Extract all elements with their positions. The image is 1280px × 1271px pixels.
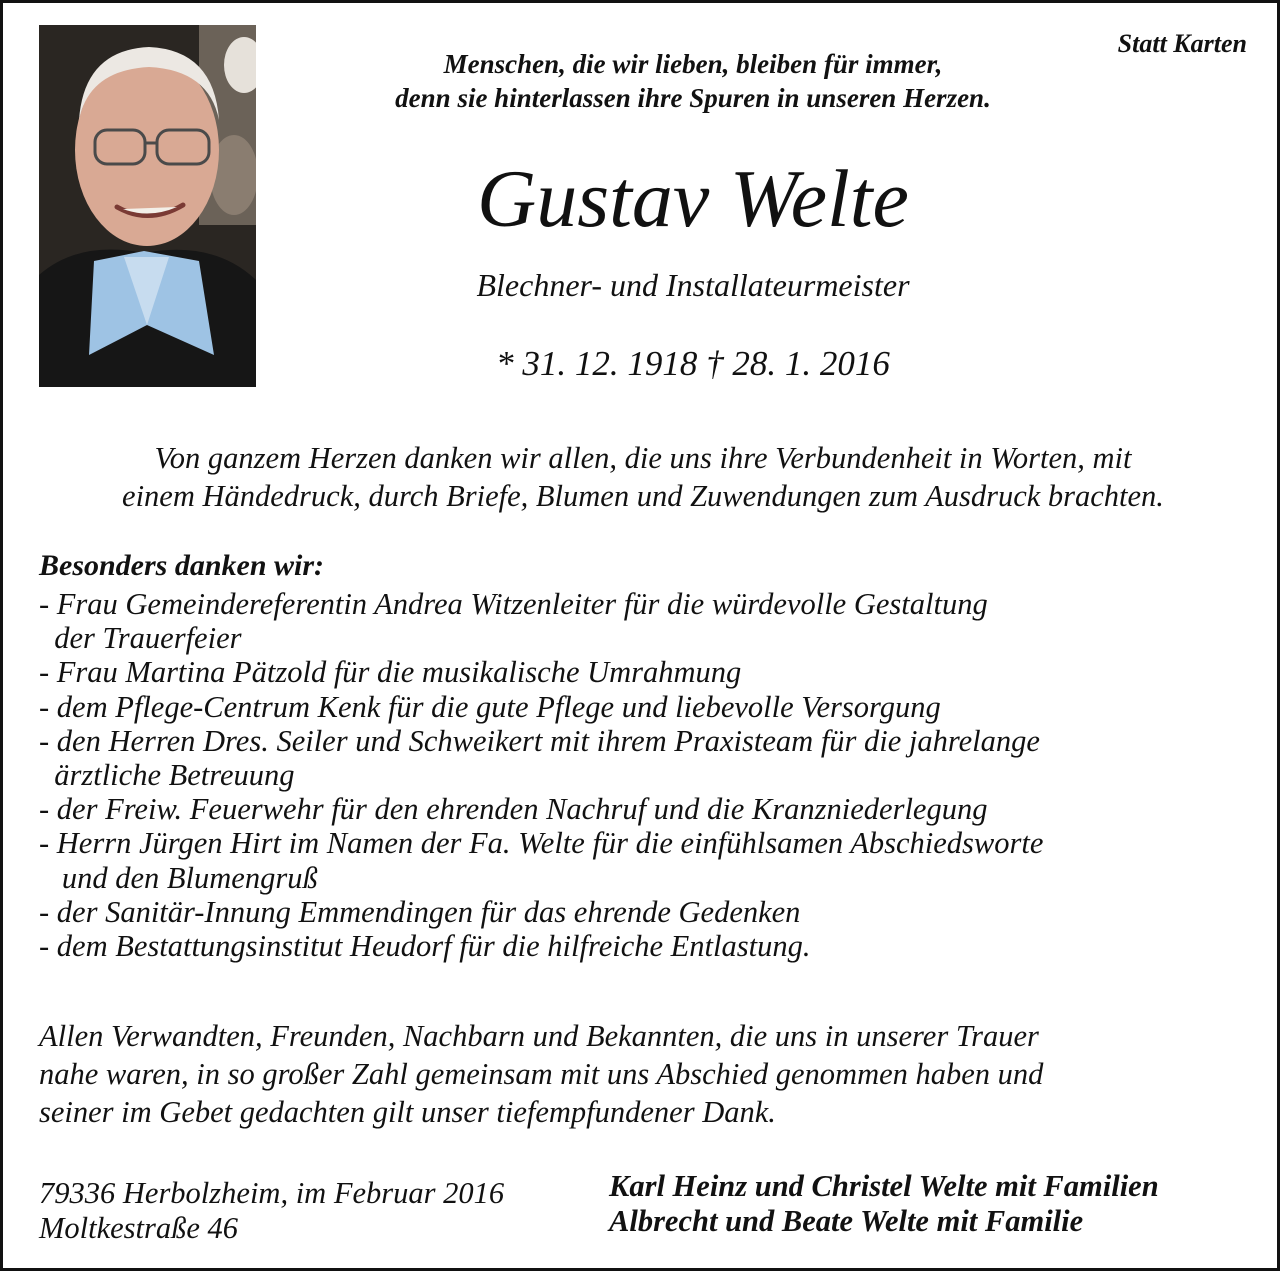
closing-line: Allen Verwandten, Freunden, Nachbarn und Bekannten, die uns in unserer Trauer <box>39 1019 1039 1053</box>
motto-line: denn sie hinterlassen ihre Spuren in unseren Herzen. <box>395 83 991 113</box>
thanks-line: Von ganzem Herzen danken wir allen, die uns ihre Verbundenheit in Worten, mit <box>154 441 1132 475</box>
portrait-image <box>39 25 256 387</box>
closing-line: nahe waren, in so großer Zahl gemeinsam mit uns Abschied genommen haben und <box>39 1057 1044 1091</box>
motto-quote <box>263 47 1123 115</box>
family-line: Karl Heinz und Christel Welte mit Familien <box>609 1169 1159 1203</box>
list-item: der Trauerfeier <box>39 621 242 656</box>
closing-paragraph <box>39 1017 1259 1131</box>
life-dates <box>263 343 1123 385</box>
portrait-photo <box>39 25 256 387</box>
list-item: - dem Pflege-Centrum Kenk für die gute Pflege und liebevolle Versorgung <box>39 689 941 724</box>
closing-line: seiner im Gebet gedachten gilt unser tiefempfundener Dank. <box>39 1095 776 1129</box>
special-thanks-heading: Besonders danken wir: <box>39 549 325 582</box>
list-item: - der Freiw. Feuerwehr für den ehrenden Nachruf und die Kranzniederlegung <box>39 792 988 827</box>
list-item: und den Blumengruß <box>39 860 318 895</box>
place-date: 79336 Herbolzheim, im Februar 2016 <box>39 1176 505 1210</box>
death-date: † 28. 1. 2016 <box>706 344 890 383</box>
street-address: Moltkestraße 46 <box>39 1211 239 1245</box>
birth-date: * 31. 12. 1918 <box>496 344 698 383</box>
thanks-paragraph <box>33 439 1253 515</box>
deceased-profession: Blechner- und Installateurmeister <box>476 267 910 303</box>
list-item: - Frau Martina Pätzold für die musikalische Umrahmung <box>39 655 742 690</box>
family-line: Albrecht und Beate Welte mit Familie <box>609 1204 1084 1238</box>
special-thanks-list <box>39 587 1259 963</box>
place-and-address <box>39 1176 504 1246</box>
list-item: - Frau Gemeindereferentin Andrea Witzenleiter für die würdevolle Gestaltung <box>39 587 988 621</box>
list-item: - den Herren Dres. Seiler und Schweikert mit ihrem Praxisteam für die jahrelange <box>39 723 1040 758</box>
list-item: ärztliche Betreuung <box>39 758 295 793</box>
motto-line: Menschen, die wir lieben, bleiben für immer, <box>443 49 943 79</box>
deceased-name: Gustav Welte <box>477 153 909 244</box>
mourning-family <box>609 1169 1159 1239</box>
list-item: - Herrn Jürgen Hirt im Namen der Fa. Welte für die einfühlsamen Abschiedsworte <box>39 826 1044 861</box>
statt-karten-label: Statt Karten <box>1117 29 1247 58</box>
list-item: - der Sanitär-Innung Emmendingen für das ehrende Gedenken <box>39 894 801 929</box>
thanks-line: einem Händedruck, durch Briefe, Blumen und Zuwendungen zum Ausdruck brachten. <box>122 479 1164 513</box>
list-item: - dem Bestattungsinstitut Heudorf für die hilfreiche Entlastung. <box>39 929 811 964</box>
